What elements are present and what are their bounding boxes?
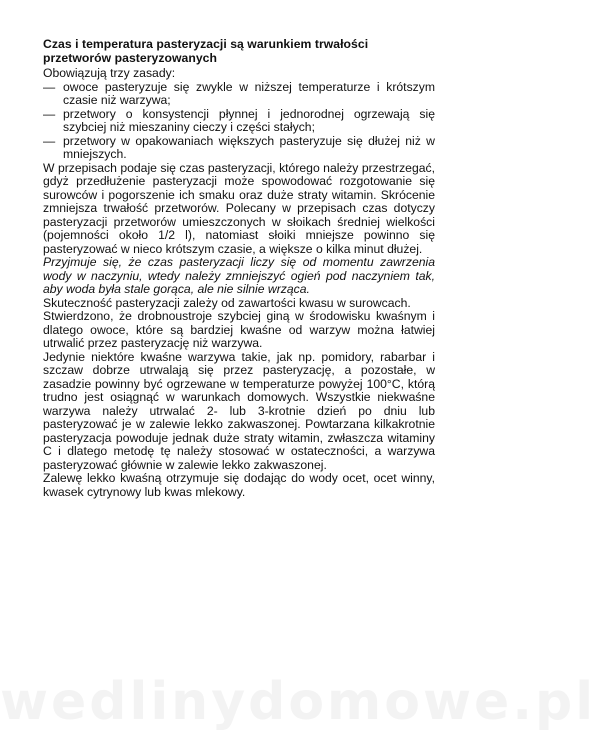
- rule-item: [43, 81, 435, 108]
- paragraph-pasteurization-time: W przepisach podaje się czas pasteryzacji, którego należy przestrzegać, gdyż przedłużenie pasteryzacji może spowodować rozgotowanie się surowców i pogorszenie ich smaku oraz duże straty witamin. Skrócenie zmniejsza trwałość przetworów. Polecany w przepisach czas dotyczy pasteryzacji przetworów umieszczonych w słoikach średniej wielkości (pojemności około 1/2 l), natomiast słoiki mniejsze powinno się pasteryzować w nieco krótszym czasie, a większe o kilka minut dłużej.: [43, 160, 435, 256]
- paragraph-microorganisms: Stwierdzono, że drobnoustroje szybciej giną w środowisku kwaśnym i dlatego owoce, które są bardziej kwaśne od warzyw można łatwiej utrwalić przez pasteryzację niż warzywa.: [43, 309, 435, 350]
- section-heading: Czas i temperatura pasteryzacji są warunkiem trwałości przetworów pasteryzowanych: [43, 37, 369, 65]
- watermark: wedlinydomowe.pl: [0, 672, 596, 732]
- paragraph-boiling-note: Przyjmuje się, że czas pasteryzacji liczy się od momentu zawrzenia wody w naczyniu, wtedy należy zmniejszyć ogień pod naczyniem tak, aby woda była stale gorąca, ale nie silnie wrząca.: [43, 255, 435, 296]
- rules-intro: Obowiązują trzy zasady:: [43, 66, 176, 80]
- paragraph-acidic-vegetables: Jedynie niektóre kwaśne warzywa takie, jak np. pomidory, rabarbar i szczaw dobrze utrwalają się przez pasteryzację, a pozostałe, w zasadzie powinny być ogrzewane w temperaturze powyżej 100°C, którą trudno jest osiągnąć w warunkach domowych. Wszystkie niekwaśne warzywa należy utrwalać 2- lub 3-krotnie dzień po dniu lub pasteryzować je w zalewie lekko zakwaszonej. Powtarzana kilkakrotnie pasteryzacja powoduje jednak duże straty witamin, zwłaszcza witaminy C i dlatego metodę tę należy stosować w ostateczności, a warzywa pasteryzować głównie w zalewie lekko zakwaszonej.: [43, 349, 435, 472]
- paragraph-acid-content: Skuteczność pasteryzacji zależy od zawartości kwasu w surowcach.: [43, 295, 411, 310]
- rules-list: [43, 81, 435, 162]
- paragraph-acidic-brine: Zalewę lekko kwaśną otrzymuje się dodając do wody ocet, ocet winny, kwasek cytrynowy lub kwas mlekowy.: [43, 471, 435, 499]
- dash-marker: —: [43, 133, 56, 148]
- document-page: [43, 38, 435, 499]
- dash-marker: —: [43, 106, 56, 121]
- rule-item: [43, 135, 435, 162]
- dash-marker: —: [43, 79, 56, 94]
- rule-text: przetwory w opakowaniach większych pasteryzuje się dłużej niż w mniejszych.: [63, 133, 435, 161]
- rule-item: [43, 108, 435, 135]
- rule-text: przetwory o konsystencji płynnej i jednorodnej ogrzewają się szybciej niż mieszaniny cieczy i części stałych;: [63, 106, 435, 134]
- rule-text: owoce pasteryzuje się zwykle w niższej temperaturze i krótszym czasie niż warzywa;: [63, 79, 435, 107]
